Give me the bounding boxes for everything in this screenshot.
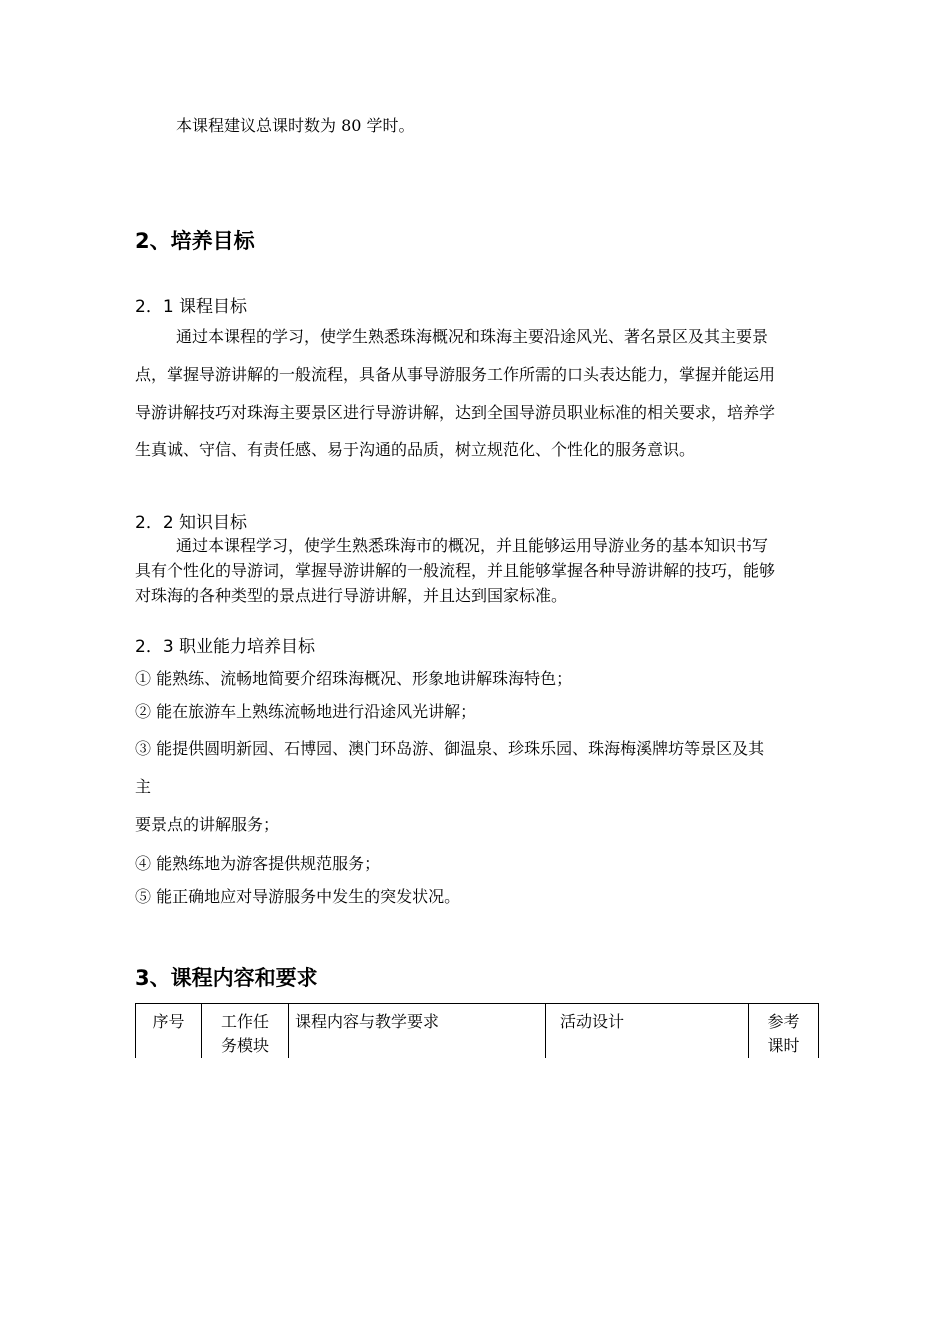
knowledge-goal-line-3: 对珠海的各种类型的景点进行导游讲解，并且达到国家标准。 (135, 586, 568, 605)
table-header-row (136, 1004, 819, 1059)
header-work-module-line-2: 务模块 (220, 1036, 269, 1055)
ability-item-3-wrap: 主 (135, 777, 152, 796)
subsection-2-3-title: 2．3 职业能力培养目标 (135, 637, 316, 657)
course-goal-line-2: 点，掌握导游讲解的一般流程，具备从事导游服务工作所需的口头表达能力，掌握并能运用 (135, 365, 776, 384)
course-goal-line-3: 导游讲解技巧对珠海主要景区进行导游讲解，达到全国导游员职业标准的相关要求，培养学 (135, 403, 776, 422)
ability-item-3-cont: 要景点的讲解服务； (135, 815, 280, 834)
header-index: 序号 (136, 1004, 202, 1059)
header-activity-design: 活动设计 (546, 1004, 749, 1059)
header-work-module-line-1: 工作任 (220, 1012, 269, 1031)
header-reference-hours (749, 1004, 819, 1059)
ability-item-5: ⑤ 能正确地应对导游服务中发生的突发状况。 (135, 887, 461, 906)
ability-item-1: ① 能熟练、流畅地简要介绍珠海概况、形象地讲解珠海特色； (135, 669, 573, 688)
header-reference-hours-line-2: 课时 (767, 1036, 800, 1055)
course-goal-line-4: 生真诚、守信、有责任感、易于沟通的品质，树立规范化、个性化的服务意识。 (135, 440, 696, 459)
subsection-2-2-title: 2．2 知识目标 (135, 513, 248, 533)
section-2-title: 2、培养目标 (135, 229, 255, 253)
knowledge-goal-line-1: 通过本课程学习，使学生熟悉珠海市的概况，并且能够运用导游业务的基本知识书写 (176, 536, 769, 555)
knowledge-goal-line-2: 具有个性化的导游词，掌握导游讲解的一般流程，并且能够掌握各种导游讲解的技巧，能够 (135, 561, 776, 580)
total-hours-line: 本课程建议总课时数为 80 学时。 (176, 116, 415, 135)
header-reference-hours-line-1: 参考 (767, 1012, 800, 1031)
header-work-module (202, 1004, 289, 1059)
ability-item-2: ② 能在旅游车上熟练流畅地进行沿途风光讲解； (135, 702, 477, 721)
subsection-2-1-title: 2．1 课程目标 (135, 297, 248, 317)
header-content-requirements: 课程内容与教学要求 (289, 1004, 546, 1059)
section-3-title: 3、课程内容和要求 (135, 966, 318, 990)
course-content-table (135, 1003, 819, 1058)
ability-item-4: ④ 能熟练地为游客提供规范服务； (135, 854, 381, 873)
course-goal-line-1: 通过本课程的学习，使学生熟悉珠海概况和珠海主要沿途风光、著名景区及其主要景 (176, 327, 769, 346)
ability-item-3: ③ 能提供圆明新园、石博园、澳门环岛游、御温泉、珍珠乐园、珠海梅溪牌坊等景区及其 (135, 739, 765, 758)
